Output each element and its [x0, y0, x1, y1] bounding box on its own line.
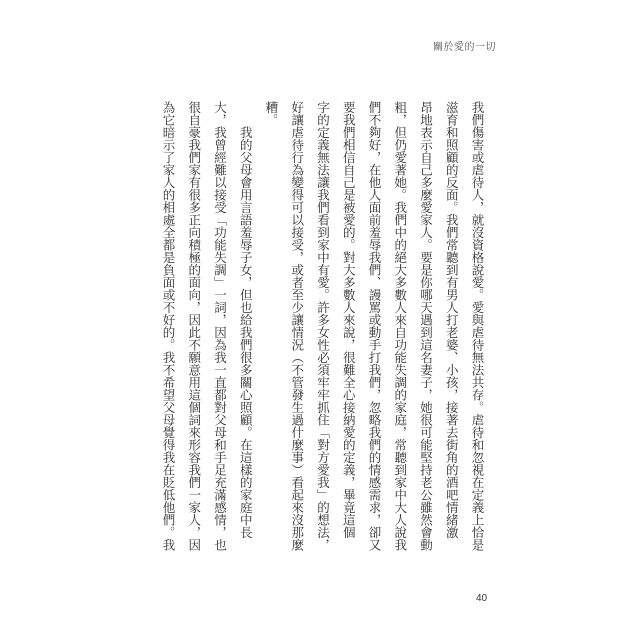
text-column: 昂地表示自己多麼愛家人。要是你哪天遇到這名妻子，她很可能堅持老公雖然會動 — [418, 101, 434, 551]
text-column: 字的定義無法讓我們看到家中有愛。許多女性必須牢牢抓住「對方愛我」的想法， — [315, 101, 331, 551]
text-column: 要我們相信自己是被愛的。對大多數人來說，很難全心接納愛的定義，畢竟這個 — [341, 101, 357, 539]
text-column: 大，我曾經難以接受「功能失調」一詞，因為我一直都對父母和手足充滿感情，也 — [212, 101, 228, 551]
text-column: 我的父母會用言語羞辱子女，但也給我們很多關心照顧。在這樣的家庭中長 — [238, 101, 254, 539]
running-head-title: 關於愛的一切 — [433, 42, 496, 53]
text-column: 滋育和照顧的反面。我們常聽到有男人打老婆、小孩，接著去街角的酒吧情緒激 — [444, 101, 460, 539]
text-column: 糟。 — [264, 101, 279, 126]
text-column: 粗，但仍愛著她。我們中的絕大多數人來自功能失調的家庭，常聽到家中大人說我 — [392, 101, 408, 551]
text-column: 好讓虐待行為變得可以接受，或者至少讓情況（不管發生過什麼事）看起來沒那麼 — [289, 101, 305, 551]
page-number: 40 — [476, 593, 488, 604]
text-column: 們不夠好，在他人面前羞辱我們、謾罵或動手打我們，忽略我們的情感需求，卻又 — [367, 101, 382, 551]
body-text — [155, 101, 490, 553]
text-column: 我們傷害或虐待人，就沒資格說愛。愛與虐待無法共存。虐待和忽視在定義上恰是 — [470, 101, 485, 551]
text-column: 很自豪我們家有很多正向積極的面向，因此不願意用這個詞來形容我們一家人，因 — [186, 101, 202, 551]
text-column: 為它暗示了家人的相處全都是負面或不好的。我不希望父母覺得我在貶低他們。我 — [161, 101, 176, 551]
